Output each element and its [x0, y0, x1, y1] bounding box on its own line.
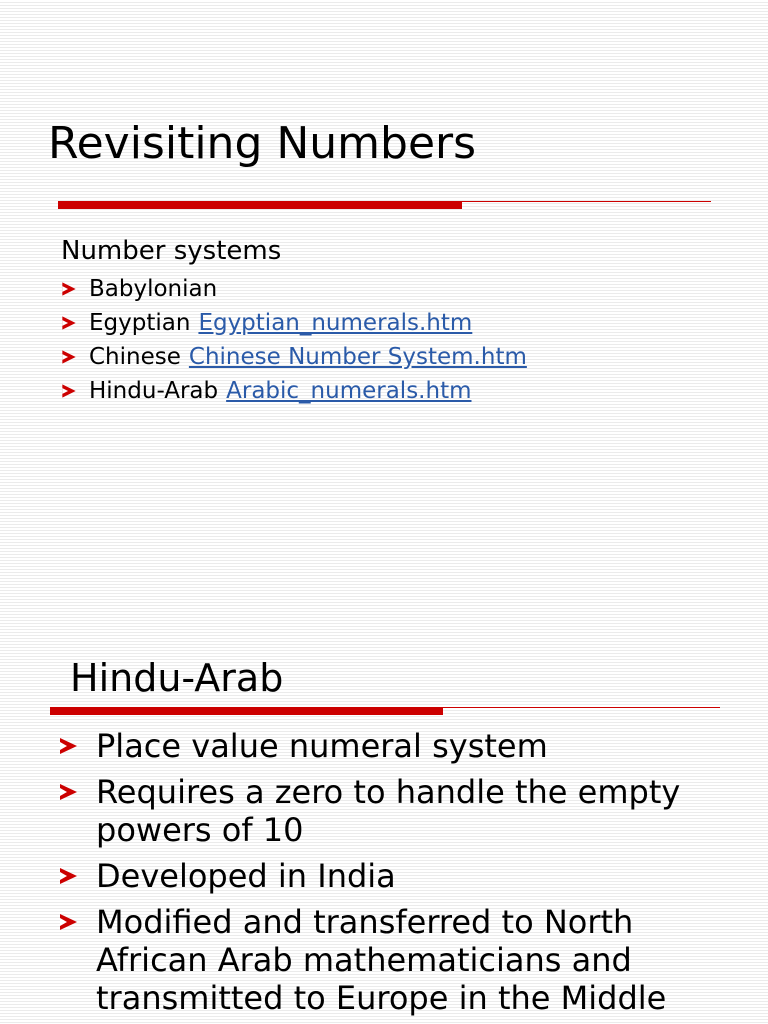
list-item-text: Requires a zero to handle the empty powers of 10	[96, 773, 681, 849]
list-item	[58, 773, 748, 849]
list-item-text: Modified and transferred to North African Arab mathematicians and transmitted to Europe in the Middle	[96, 903, 667, 1017]
list-item-text: Place value numeral system	[96, 727, 548, 765]
slide-title: Revisiting Numbers	[48, 118, 477, 169]
chinese-number-system-link[interactable]: Chinese Number System.htm	[188, 344, 527, 370]
arrow-bullet-icon	[62, 316, 75, 329]
list-item-label: Hindu-Arab	[89, 378, 219, 404]
title-underline-thin	[443, 707, 720, 708]
arabic-numerals-link[interactable]: Arabic_numerals.htm	[226, 378, 472, 404]
arrow-bullet-icon	[62, 384, 75, 397]
hindu-arab-bullet-list	[58, 727, 748, 1024]
subheading: Number systems	[61, 236, 282, 266]
list-item	[62, 374, 527, 408]
arrow-bullet-icon	[60, 868, 77, 884]
title-underline	[58, 201, 711, 209]
number-systems-list	[62, 272, 527, 408]
list-item-label: Babylonian	[89, 276, 218, 302]
arrow-bullet-icon	[62, 282, 75, 295]
list-item	[58, 857, 748, 895]
list-item-label: Egyptian	[89, 310, 191, 336]
list-item	[58, 903, 748, 1017]
egyptian-numerals-link[interactable]: Egyptian_numerals.htm	[198, 310, 473, 336]
list-item	[62, 340, 527, 374]
list-item	[62, 272, 527, 306]
arrow-bullet-icon	[60, 738, 77, 754]
list-item	[58, 727, 748, 765]
slide-title-hindu-arab: Hindu-Arab	[70, 656, 284, 700]
title-underline-thick	[50, 707, 443, 715]
list-item	[62, 306, 527, 340]
title-underline-thick	[58, 201, 462, 209]
title-underline	[50, 707, 720, 715]
arrow-bullet-icon	[60, 784, 77, 800]
title-underline-thin	[462, 201, 711, 202]
arrow-bullet-icon	[60, 914, 77, 930]
list-item-label: Chinese	[89, 344, 181, 370]
list-item-text: Developed in India	[96, 857, 396, 895]
arrow-bullet-icon	[62, 350, 75, 363]
